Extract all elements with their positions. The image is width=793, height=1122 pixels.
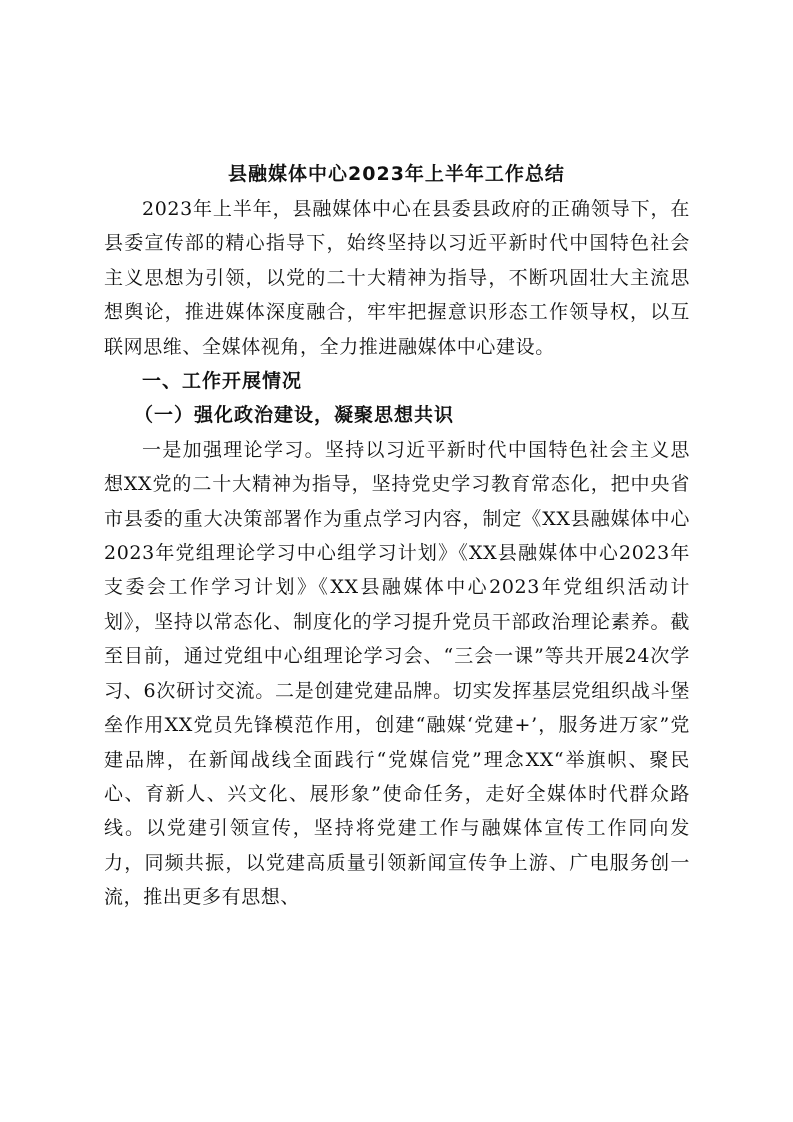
document-body: [104, 192, 690, 915]
document-title: 县融媒体中心2023年上半年工作总结: [228, 163, 565, 185]
section-heading: 一、工作开展情况: [142, 370, 303, 393]
body-paragraph: 一是加强理论学习。坚持以习近平新时代中国特色社会主义思想XX党的二十大精神为指导，坚持党史学习教育常态化，把中央省市县委的重大决策部署作为重点学习内容，制定《XX县融媒体中心2023年党组理论学习中心组学习计划》《XX县融媒体中心2023年支委会工作学习计划》《XX县融媒体中心2023年党组织活动计划》，坚持以常态化、制度化的学习提升党员干部政治理论素养。截至目前，通过党组中心组理论学习会、“三会一课”等共开展24次学习、6次研讨交流。二是创建党建品牌。切实发挥基层党组织战斗堡垒作用XX党员先锋模范作用，创建“融媒‘党建+’，服务进万家”党建品牌，在新闻战线全面践行“党媒信党”理念XX“举旗帜、聚民心、育新人、兴文化、展形象”使命任务，走好全媒体时代群众路线。以党建引领宣传，坚持将党建工作与融媒体宣传工作同向发力，同频共振，以党建高质量引领新闻宣传争上游、广电服务创一流，推出更多有思想、: [104, 438, 690, 909]
subsection-heading: （一）强化政治建设，凝聚思想共识: [134, 404, 455, 427]
intro-paragraph: 2023年上半年，县融媒体中心在县委县政府的正确领导下，在县委宣传部的精心指导下，始终坚持以习近平新时代中国特色社会主义思想为引领，以党的二十大精神为指导，不断巩固壮大主流思想舆论，推进媒体深度融合，牢牢把握意识形态工作领导权，以互联网思维、全媒体视角，全力推进融媒体中心建设。: [104, 198, 690, 358]
